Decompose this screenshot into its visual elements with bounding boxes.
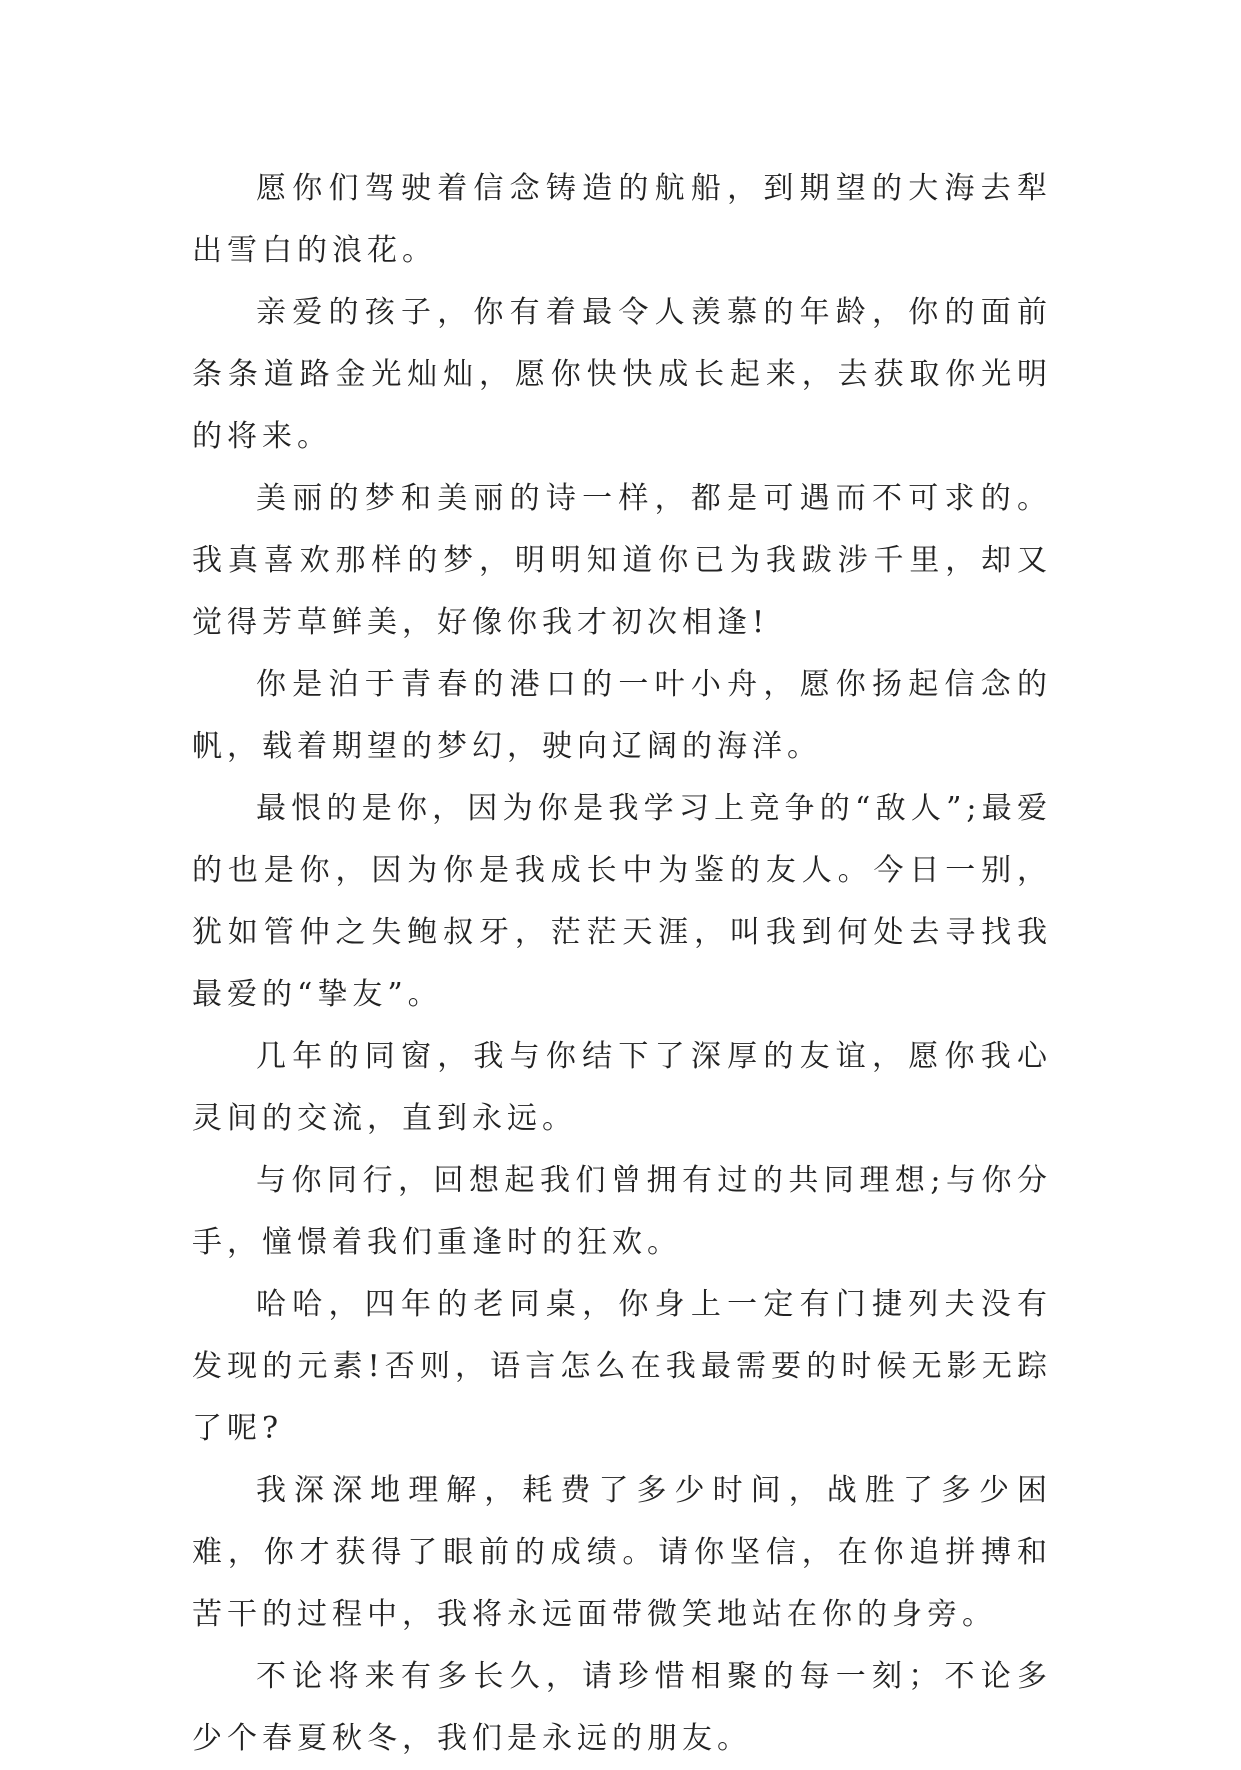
paragraph: 与你同行，回想起我们曾拥有过的共同理想;与你分手，憧憬着我们重逢时的狂欢。 (192, 1163, 1052, 1260)
paragraph: 哈哈，四年的老同桌，你身上一定有门捷列夫没有发现的元素!否则，语言怎么在我最需要的时候无影无踪了呢? (192, 1287, 1052, 1446)
paragraph: 不论将来有多长久，请珍惜相聚的每一刻；不论多少个春夏秋冬，我们是永远的朋友。 (192, 1659, 1052, 1756)
paragraph: 愿你们驾驶着信念铸造的航船，到期望的大海去犁出雪白的浪花。 (192, 171, 1052, 268)
paragraph: 亲爱的孩子，你有着最令人羡慕的年龄，你的面前条条道路金光灿灿，愿你快快成长起来，去获取你光明的将来。 (192, 295, 1052, 454)
document-body (192, 158, 1052, 1770)
paragraph: 你是泊于青春的港口的一叶小舟，愿你扬起信念的帆，载着期望的梦幻，驶向辽阔的海洋。 (192, 667, 1052, 764)
paragraph: 我深深地理解，耗费了多少时间，战胜了多少困难，你才获得了眼前的成绩。请你坚信，在你追拼搏和苦干的过程中，我将永远面带微笑地站在你的身旁。 (192, 1473, 1052, 1632)
paragraph: 几年的同窗，我与你结下了深厚的友谊，愿你我心灵间的交流，直到永远。 (192, 1039, 1052, 1136)
paragraph: 最恨的是你，因为你是我学习上竞争的“敌人”;最爱的也是你，因为你是我成长中为鉴的友人。今日一别，犹如管仲之失鲍叔牙，茫茫天涯，叫我到何处去寻找我最爱的“挚友”。 (192, 791, 1052, 1012)
paragraph: 美丽的梦和美丽的诗一样，都是可遇而不可求的。我真喜欢那样的梦，明明知道你已为我跋涉千里，却又觉得芳草鲜美，好像你我才初次相逢! (192, 481, 1052, 640)
